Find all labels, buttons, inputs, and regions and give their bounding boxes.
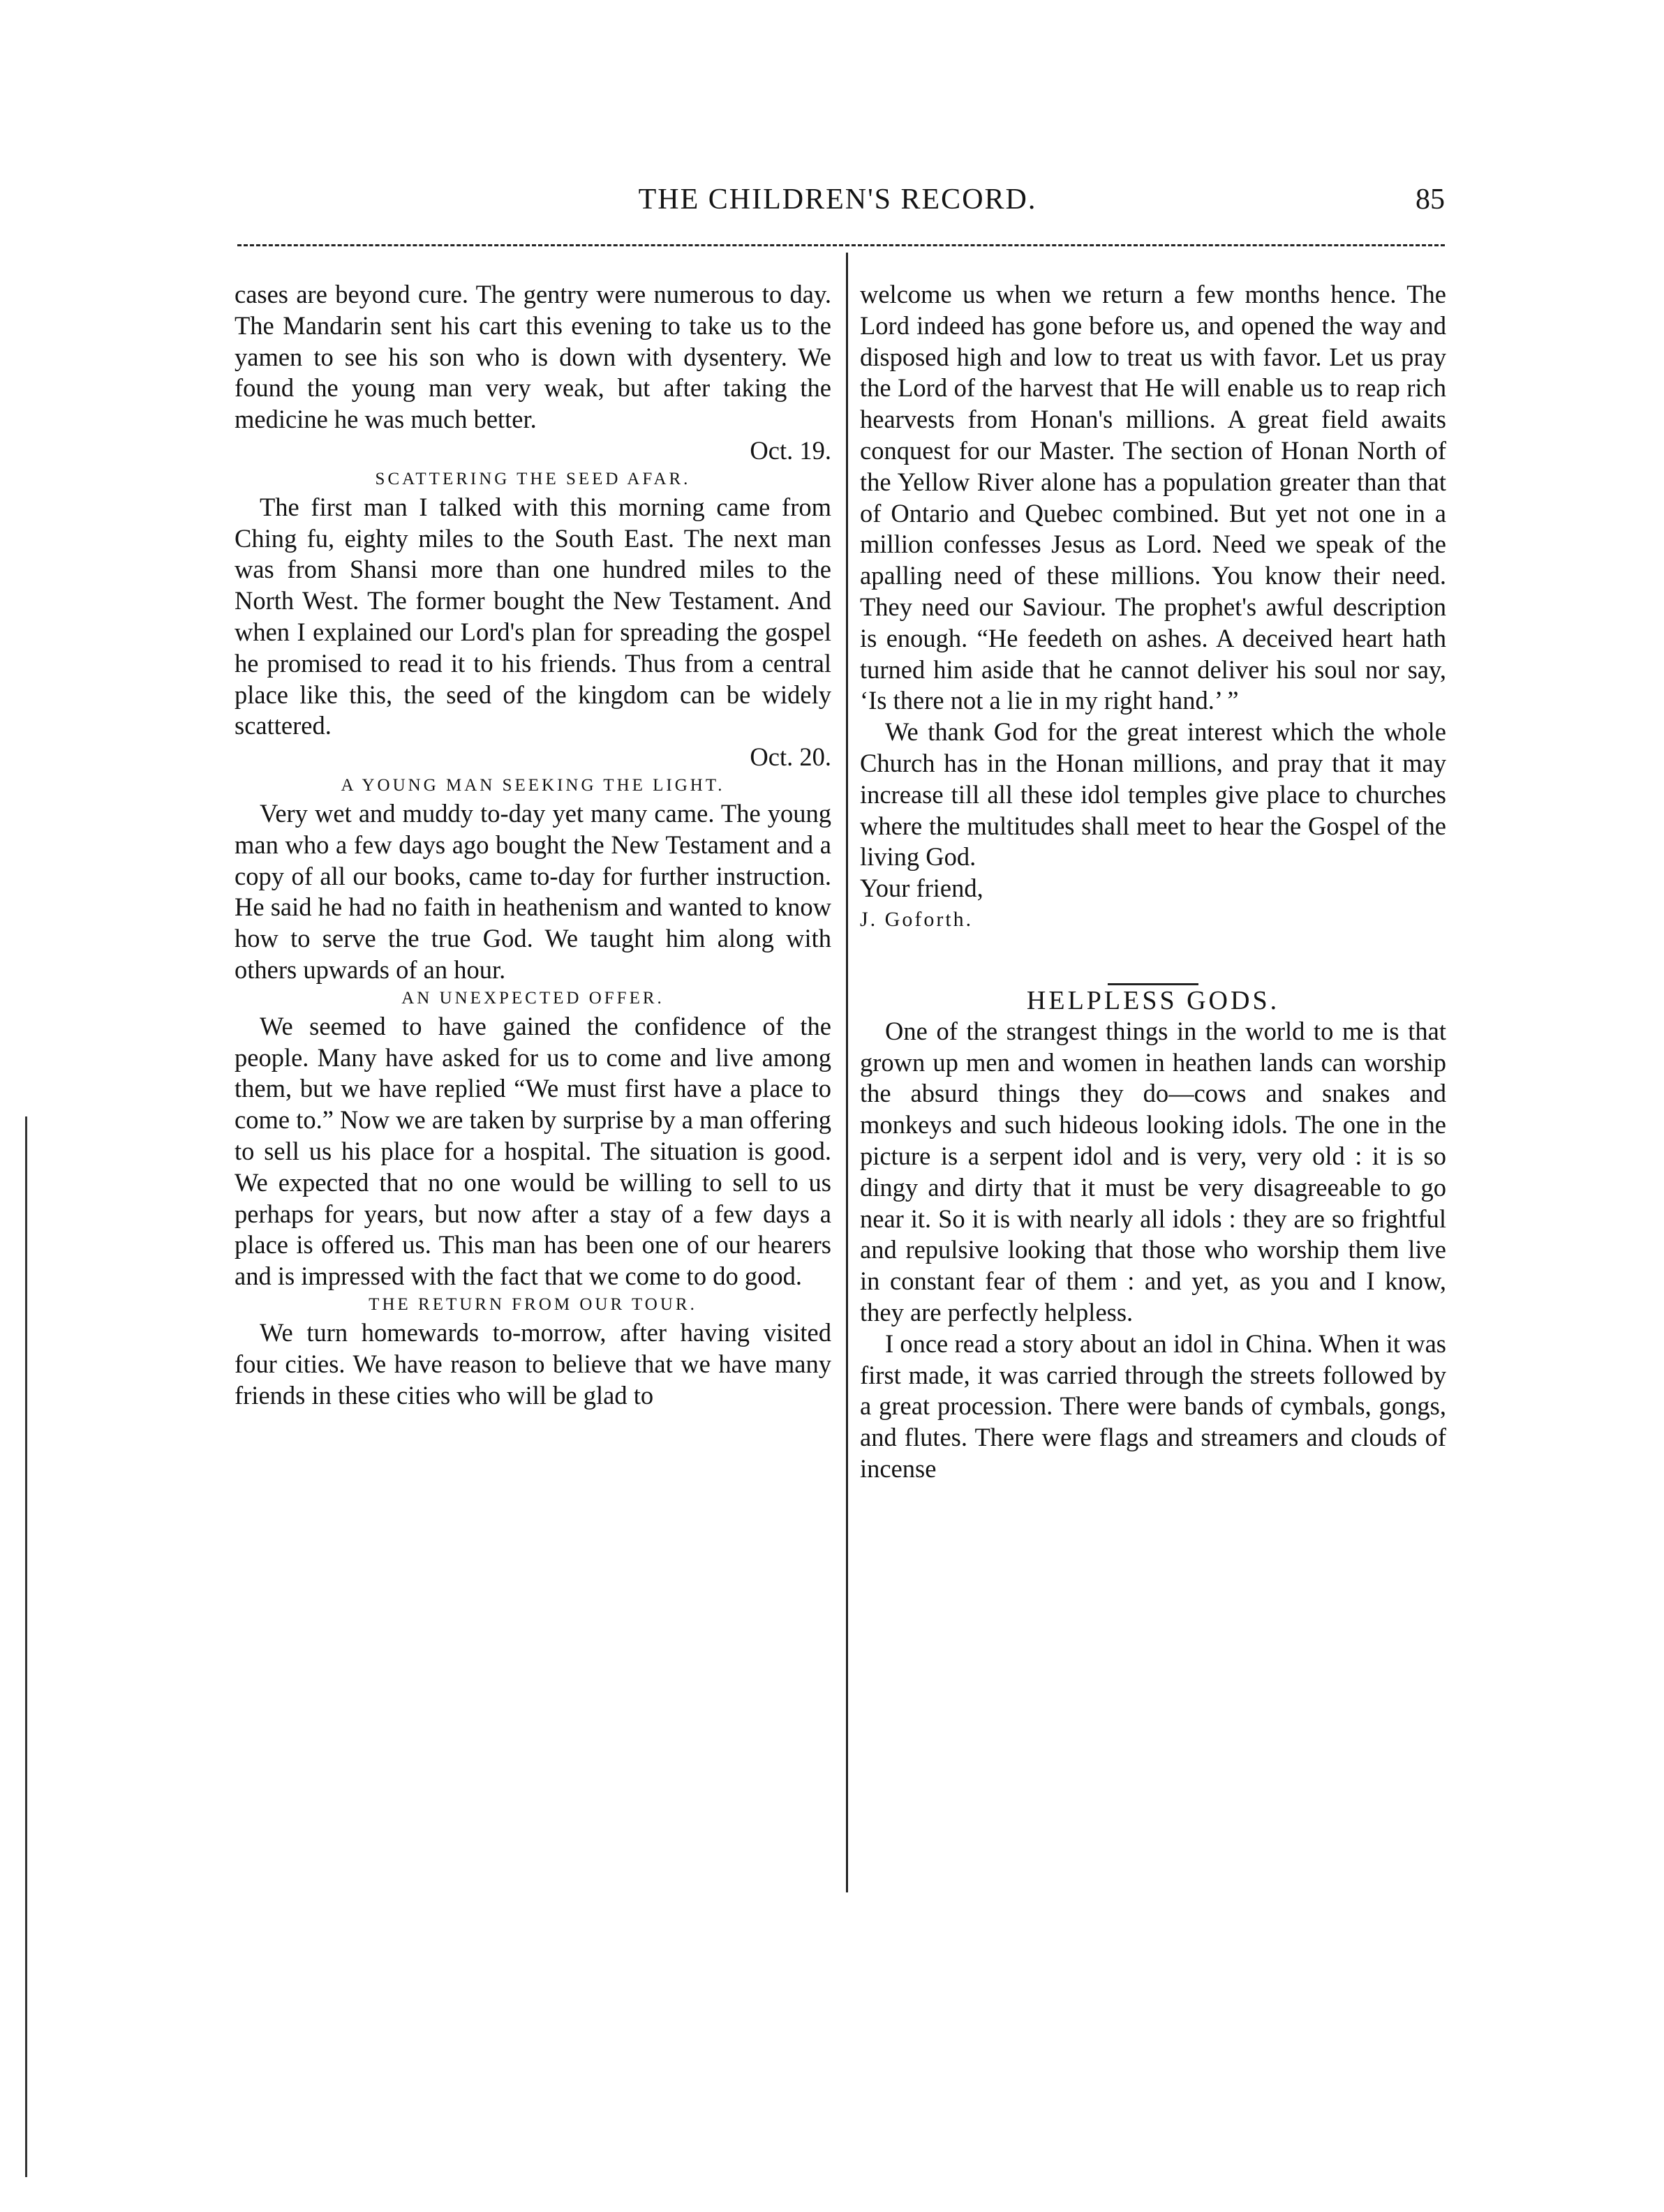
left-column bbox=[235, 279, 831, 1411]
paragraph: Very wet and muddy to-day yet many came. The young man who a few days ago bought the New Testament and a copy of all our books, came to-day for further instruction. He said he had no faith in heathenism and wanted to know how to serve the true God. We taught him along with others upwards of an hour. bbox=[235, 798, 831, 984]
page-number: 85 bbox=[1416, 184, 1445, 216]
header-rule bbox=[237, 244, 1445, 246]
paragraph: We thank God for the great interest which the whole Church has in the Honan millions, and pray that it may increase till all these idol temples give place to churches where the multitudes shall meet to hear the Gospel of the living God. bbox=[860, 717, 1446, 872]
paragraph: The first man I talked with this morning came from Ching fu, eighty miles to the South East. The next man was from Shansi more than one hundred miles to the North West. The former bought the New Testament. And when I explained our Lord's plan for spreading the gospel he promised to read it to his friends. Thus from a central place like this, the seed of the kingdom can be widely scattered. bbox=[235, 492, 831, 740]
paragraph: welcome us when we return a few months hence. The Lord indeed has gone before us, and opened the way and disposed high and low to treat us with favor. Let us pray the Lord of the harvest that He will enable us to reap rich hearvests from Honan's millions. A great field awaits conquest for our Master. The section of Honan North of the Yellow River alone has a population greater than that of Ontario and Quebec combined. But yet not one in a million confesses Jesus as Lord. Need we speak of the apalling need of these millions. You know their need. They need our Saviour. The prophet's awful description is enough. “He feedeth on ashes. A deceived heart hath turned him aside that he cannot deliver his soul nor say, ‘Is there not a lie in my right hand.’ ” bbox=[860, 280, 1446, 715]
paragraph: We seemed to have gained the confidence of the people. Many have asked for us to come and live among them, but we have replied “We must first have a place to come to.” Now we are taken by surprise by a man offering to sell us his place for a hospital. The situation is good. We expected that no one would be willing to sell to us perhaps for years, but now after a stay of a few days a place is offered us. This man has been one of our hearers and is impressed with the fact that we come to do good. bbox=[235, 1011, 831, 1291]
diary-date: Oct. 19. bbox=[750, 435, 831, 465]
letter-closing: Your friend, bbox=[860, 874, 983, 903]
scan-margin-line bbox=[25, 1116, 27, 2177]
section-heading: THE RETURN FROM OUR TOUR. bbox=[369, 1294, 697, 1314]
section-heading: AN UNEXPECTED OFFER. bbox=[401, 988, 664, 1008]
column-divider bbox=[846, 253, 848, 1892]
right-column bbox=[860, 279, 1446, 1485]
running-head bbox=[230, 183, 1445, 225]
article-title: HELPLESS GODS. bbox=[1026, 985, 1280, 1015]
paragraph: cases are beyond cure. The gentry were numerous to day. The Mandarin sent his cart this evening to take us to the yamen to see his son who is down with dysentery. We found the young man very weak, but after taking the medicine he was much better. bbox=[235, 280, 831, 434]
letter-signature: J. Goforth. bbox=[860, 907, 974, 931]
paragraph: I once read a story about an idol in China. When it was first made, it was carried through the streets followed by a great procession. There were bands of cymbals, gongs, and flutes. There were flags and streamers and clouds of incense bbox=[860, 1329, 1446, 1483]
publication-title: THE CHILDREN'S RECORD. bbox=[638, 184, 1037, 216]
paragraph: We turn homewards to-morrow, after having visited four cities. We have reason to believe that we have many friends in these cities who will be glad to bbox=[235, 1317, 831, 1410]
paragraph: One of the strangest things in the world to me is that grown up men and women in heathen lands can worship the absurd things they do—cows and snakes and monkeys and such hideous looking idols. The one in the picture is a serpent idol and is very, very old : it is so dingy and dirty that it must be very disagreeable to go near it. So it is with nearly all idols : they are so frightful and repulsive looking that those who worship them live in constant fear of them : and yet, as you and I know, they are perfectly helpless. bbox=[860, 1016, 1446, 1327]
diary-date: Oct. 20. bbox=[750, 742, 831, 772]
section-heading: A YOUNG MAN SEEKING THE LIGHT. bbox=[341, 775, 725, 795]
section-heading: SCATTERING THE SEED AFAR. bbox=[375, 469, 691, 488]
